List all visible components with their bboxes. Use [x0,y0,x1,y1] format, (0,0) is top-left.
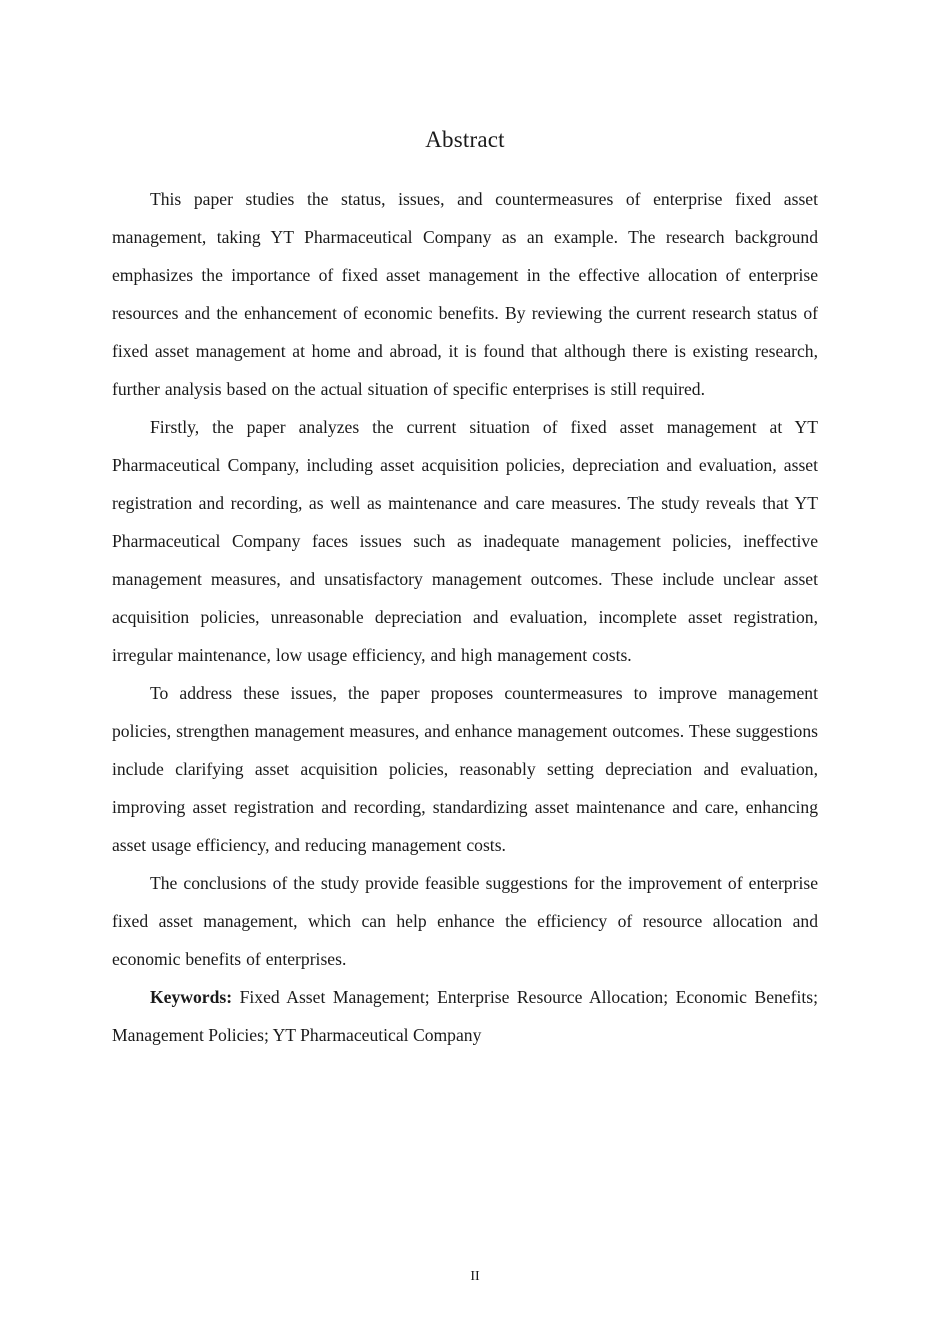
abstract-paragraph-4: The conclusions of the study provide feasible suggestions for the improvement of enterprise fixed asset management, which can help enhance the efficiency of resource allocation and economic benefits of enterprises. [112,872,818,969]
abstract-section [112,180,818,1054]
abstract-paragraph-1: This paper studies the status, issues, and countermeasures of enterprise fixed asset management, taking YT Pharmaceutical Company as an example. The research background emphasizes the importance of fixed asset management in the effective allocation of enterprise resources and the enhancement of economic benefits. By reviewing the current research status of fixed asset management at home and abroad, it is found that although there is existing research, further analysis based on the actual situation of specific enterprises is still required. [112,188,818,399]
abstract-paragraph-2: Firstly, the paper analyzes the current situation of fixed asset management at YT Pharmaceutical Company, including asset acquisition policies, depreciation and evaluation, asset registration and recording, as well as maintenance and care measures. The study reveals that YT Pharmaceutical Company faces issues such as inadequate management policies, ineffective management measures, and unsatisfactory management outcomes. These include unclear asset acquisition policies, unreasonable depreciation and evaluation, incomplete asset registration, irregular maintenance, low usage efficiency, and high management costs. [112,416,818,665]
abstract-paragraph-3: To address these issues, the paper proposes countermeasures to improve management policies, strengthen management measures, and enhance management outcomes. These suggestions include clarifying asset acquisition policies, reasonably setting depreciation and evaluation, improving asset registration and recording, standardizing asset maintenance and care, enhancing asset usage efficiency, and reducing management costs. [112,682,818,855]
page-content [112,0,818,1054]
keywords-label: Keywords: [150,986,233,1007]
page-number-footer: II [470,1269,480,1284]
page-title: Abstract [425,127,505,152]
keywords-line [112,978,818,1054]
keywords-values: Fixed Asset Management; Enterprise Resource Allocation; Economic Benefits; Management Policies; YT Pharmaceutical Company [112,986,818,1045]
